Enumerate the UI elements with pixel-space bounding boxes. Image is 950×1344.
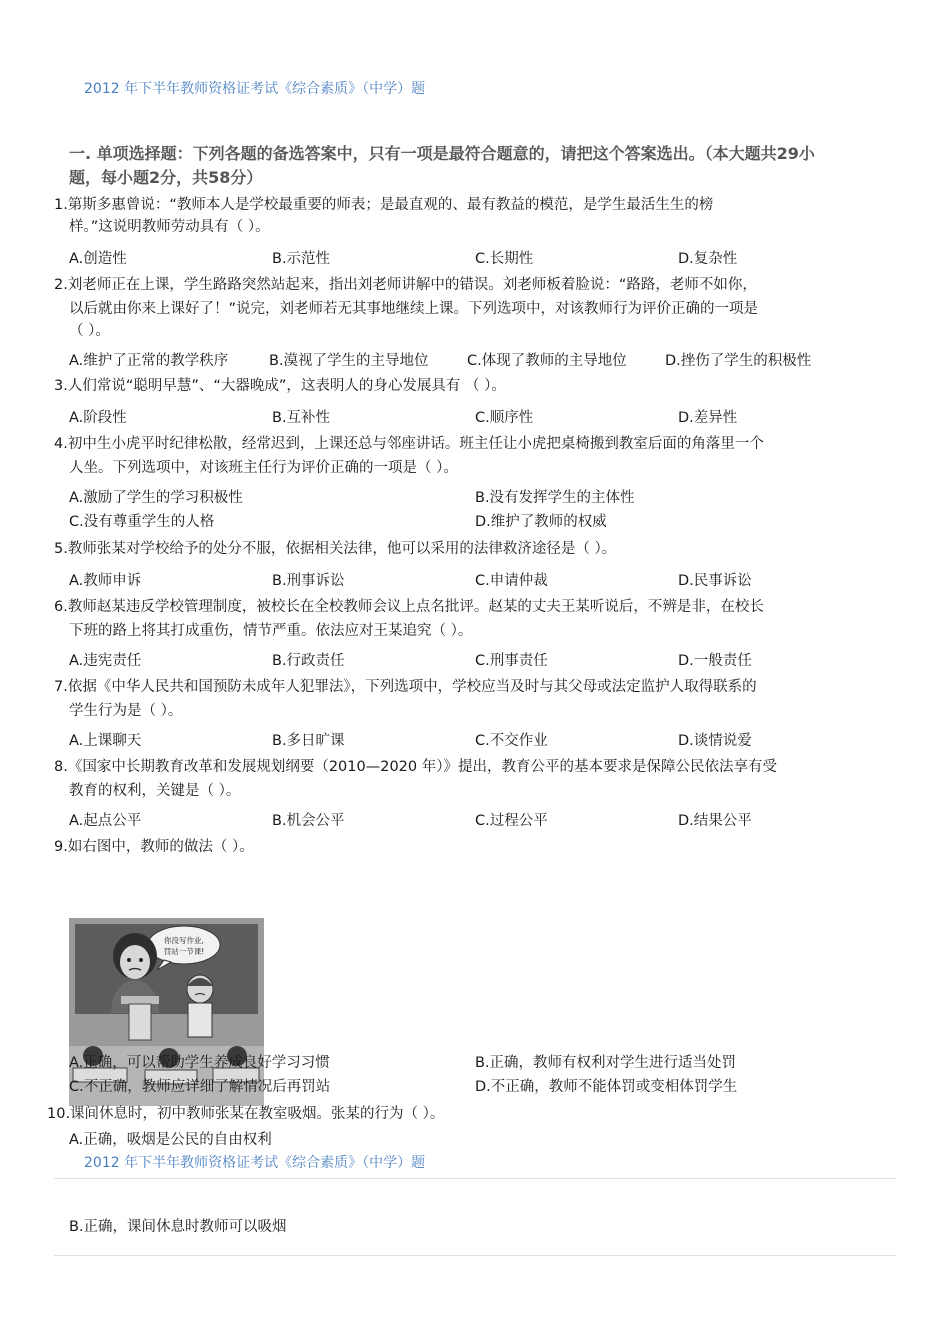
question-1-option-a[interactable]: A.创造性 (69, 251, 127, 267)
question-6-option-d[interactable]: D.一般责任 (678, 653, 752, 669)
question-8-option-d[interactable]: D.结果公平 (678, 813, 752, 829)
question-1-option-d[interactable]: D.复杂性 (678, 251, 738, 267)
question-8-option-c[interactable]: C.过程公平 (475, 813, 548, 829)
question-1-option-b[interactable]: B.示范性 (272, 251, 331, 267)
section-heading-line1: 一. 单项选择题：下列各题的备选答案中，只有一项是最符合题意的，请把这个答案选出。（本大题共29小 (69, 144, 815, 163)
question-10-text: 10.课间休息时，初中教师张某在教室吸烟。张某的行为（ ）。 (47, 1106, 445, 1122)
question-2-text: 2.刘老师正在上课，学生路路突然站起来，指出刘老师讲解中的错误。刘老师板着脸说：“路路，老师不如你， (54, 277, 757, 293)
question-9-option-c[interactable]: C.不正确，教师应详细了解情况后再罚站 (69, 1079, 331, 1095)
question-9-option-d[interactable]: D.不正确，教师不能体罚或变相体罚学生 (475, 1079, 738, 1095)
question-7-option-b[interactable]: B.多日旷课 (272, 733, 345, 749)
section-heading-line2: 题，每小题2分，共58分） (69, 168, 263, 187)
question-3-text: 3.人们常说“聪明早慧”、“大器晚成”，这表明人的身心发展具有 （ ）。 (54, 378, 506, 394)
question-3-option-b[interactable]: B.互补性 (272, 410, 331, 426)
question-1-text-cont: 样。”这说明教师劳动具有（ ）。 (69, 219, 270, 235)
question-4-option-c[interactable]: C.没有尊重学生的人格 (69, 514, 215, 530)
question-2-option-a[interactable]: A.维护了正常的教学秩序 (69, 353, 229, 369)
question-6-text-cont: 下班的路上将其打成重伤，情节严重。依法应对王某追究（ ）。 (69, 623, 473, 639)
question-2-option-d[interactable]: D.挫伤了学生的积极性 (665, 353, 812, 369)
question-8-text-cont: 教育的权利，关键是（ ）。 (69, 783, 241, 799)
question-7-text: 7.依据《中华人民共和国预防未成年人犯罪法》，下列选项中，学校应当及时与其父母或法定监护人取得联系的 (54, 679, 757, 695)
question-7-option-a[interactable]: A.上课聊天 (69, 733, 142, 749)
question-2-option-b[interactable]: B.漠视了学生的主导地位 (269, 353, 429, 369)
speech-bubble-line1: 你没写作业, (164, 936, 204, 945)
question-5-option-a[interactable]: A.教师申诉 (69, 573, 142, 589)
question-3-option-a[interactable]: A.阶段性 (69, 410, 127, 426)
question-9-option-b[interactable]: B.正确，教师有权利对学生进行适当处罚 (475, 1055, 737, 1071)
question-6-text: 6.教师赵某违反学校管理制度，被校长在全校教师会议上点名批评。赵某的丈夫王某听说后，不辨是非，在校长 (54, 599, 764, 615)
question-2-option-c[interactable]: C.体现了教师的主导地位 (467, 353, 627, 369)
question-4-text-cont: 人坐。下列选项中，对该班主任行为评价正确的一项是（ ）。 (69, 460, 458, 476)
question-5-text: 5.教师张某对学校给予的处分不服，依据相关法律，他可以采用的法律救济途径是（ ）。 (54, 541, 617, 557)
question-7-option-d[interactable]: D.谈情说爱 (678, 733, 752, 749)
question-5-option-b[interactable]: B.刑事诉讼 (272, 573, 345, 589)
question-3-option-c[interactable]: C.顺序性 (475, 410, 534, 426)
question-4-text: 4.初中生小虎平时纪律松散，经常迟到，上课还总与邻座讲话。班主任让小虎把桌椅搬到教室后面的角落里一个 (54, 436, 764, 452)
question-4-option-b[interactable]: B.没有发挥学生的主体性 (475, 490, 635, 506)
question-1-text: 1.第斯多惠曾说：“教师本人是学校最重要的师表；是最直观的、最有教益的模范，是学生最活生生的榜 (54, 197, 714, 213)
question-9-option-a[interactable]: A.正确，可以帮助学生养成良好学习习惯 (69, 1055, 330, 1071)
page-footer-title: 2012 年下半年教师资格证考试《综合素质》（中学）题 (84, 1155, 426, 1171)
question-8-option-a[interactable]: A.起点公平 (69, 813, 142, 829)
question-8-option-b[interactable]: B.机会公平 (272, 813, 345, 829)
speech-bubble-line2: 罚站一节课! (163, 947, 205, 956)
question-10-option-a[interactable]: A.正确，吸烟是公民的自由权利 (69, 1132, 272, 1148)
question-2-text-cont2: （ ）。 (69, 323, 110, 339)
question-7-text-cont: 学生行为是（ ）。 (69, 703, 183, 719)
page-divider-bottom (54, 1255, 896, 1256)
question-7-option-c[interactable]: C.不交作业 (475, 733, 548, 749)
page-divider-top (54, 1178, 896, 1179)
question-5-option-d[interactable]: D.民事诉讼 (678, 573, 752, 589)
question-8-text: 8.《国家中长期教育改革和发展规划纲要（2010—2020 年）》提出，教育公平的基本要求是保障公民依法享有受 (54, 759, 777, 775)
question-4-option-a[interactable]: A.激励了学生的学习积极性 (69, 490, 243, 506)
page-header-title: 2012 年下半年教师资格证考试《综合素质》（中学）题 (84, 81, 426, 97)
question-10-option-b[interactable]: B.正确，课间休息时教师可以吸烟 (69, 1219, 287, 1235)
question-1-option-c[interactable]: C.长期性 (475, 251, 534, 267)
question-6-option-a[interactable]: A.违宪责任 (69, 653, 142, 669)
question-5-option-c[interactable]: C.申请仲裁 (475, 573, 548, 589)
question-6-option-c[interactable]: C.刑事责任 (475, 653, 548, 669)
question-6-option-b[interactable]: B.行政责任 (272, 653, 345, 669)
question-3-option-d[interactable]: D.差异性 (678, 410, 738, 426)
question-4-option-d[interactable]: D.维护了教师的权威 (475, 514, 607, 530)
question-9-text: 9.如右图中，教师的做法（ ）。 (54, 839, 254, 855)
question-2-text-cont: 以后就由你来上课好了！”说完，刘老师若无其事地继续上课。下列选项中，对该教师行为评价正确的一项是 (69, 301, 759, 317)
